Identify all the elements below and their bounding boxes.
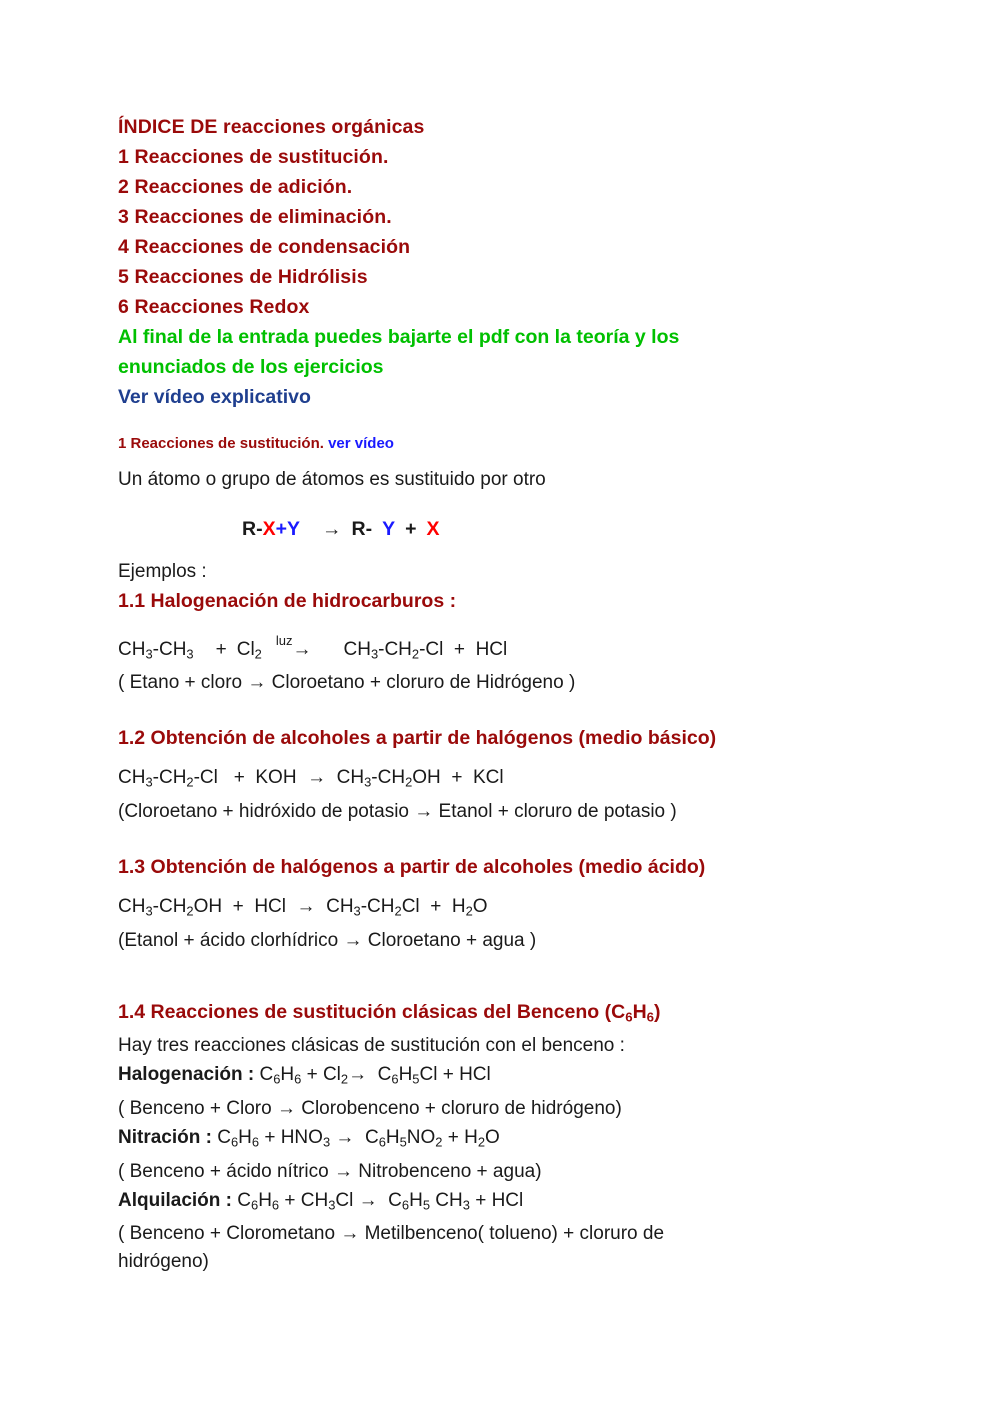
eq-x1: X — [262, 518, 276, 540]
pdf-note-line-2: enunciados de los ejercicios — [118, 356, 384, 378]
pdf-note-line-1: Al final de la entrada puedes bajarte el pdf con la teoría y los — [118, 326, 680, 348]
reaction-1-3-translation: (Etanol + ácido clorhídrico → Cloroetano + agua ) — [118, 929, 537, 951]
eq-r2: R- — [351, 518, 373, 540]
subsection-1-4-heading-prefix: 1.4 Reacciones de sustitución clásicas del Benceno (C — [118, 1000, 626, 1023]
reaction-nitracion-name: Nitración : — [118, 1126, 212, 1148]
index-item-2: 2 Reacciones de adición. — [118, 176, 353, 198]
index-title: ÍNDICE DE reacciones orgánicas — [118, 116, 425, 138]
index-item-1: 1 Reacciones de sustitución. — [118, 146, 389, 168]
reaction-halogenacion: Halogenación : $C_6H_6 + Cl_2\to C_6H_5Cl$ + HCl — [118, 1064, 491, 1087]
section-1-definition: Un átomo o grupo de átomos es sustituido por otro — [118, 469, 546, 490]
reaction-alquilacion: Alquilación : $C_6H_6 + CH_3Cl \to C_6H_5$ $CH_3$ + HCl — [118, 1189, 524, 1213]
index-item-3: 3 Reacciones de eliminación. — [118, 206, 392, 228]
subsection-1-3-heading: 1.3 Obtención de halógenos a partir de alcoholes (medio ácido) — [118, 855, 706, 878]
reaction-1-3-equation: $CH_3-CH_2OH$ + HCl → $CH_3-CH_2Cl + H_2O$ — [118, 895, 488, 919]
eq-plus2: + — [405, 518, 417, 540]
section-1-heading-text: 1 Reacciones de sustitución. — [118, 435, 324, 452]
eq-x2: X — [426, 518, 440, 540]
eq-y1: Y — [286, 518, 300, 540]
video-explainer-link[interactable]: Ver vídeo explicativo — [118, 386, 311, 408]
general-equation — [118, 514, 876, 544]
reaction-nitracion: Nitración : $C_6H_6 + HNO_3 \to C_6H_5NO_2 + H_2O$ — [118, 1126, 500, 1150]
subsection-1-1-heading: 1.1 Halogenación de hidrocarburos : — [118, 590, 457, 612]
reaction-nitracion-translation: ( Benceno + ácido nítrico → Nitrobenceno + agua) — [118, 1160, 542, 1182]
eq-r1: R- — [242, 518, 263, 540]
subsection-1-4-heading — [118, 997, 876, 1033]
reaction-halogenacion-translation: ( Benceno + Cloro → Clorobenceno + cloruro de hidrógeno) — [118, 1097, 622, 1119]
reaction-alquilacion-name: Alquilación : — [118, 1189, 232, 1211]
examples-label: Ejemplos : — [118, 561, 207, 582]
subsection-1-2-heading: 1.2 Obtención de alcoholes a partir de halógenos (medio básico) — [118, 727, 717, 750]
reaction-halogenacion-name: Halogenación : — [118, 1064, 255, 1086]
reaction-1-1-equation: $CH_3-CH_3 + Cl_2^{luz}\to CH_3-CH_2-Cl$ + HCl — [118, 633, 508, 662]
subsection-1-4-intro: Hay tres reacciones clásicas de sustitución con el benceno : — [118, 1035, 625, 1057]
eq-arrow: → — [322, 518, 342, 540]
subsection-1-4-heading-mid: H — [632, 1000, 647, 1023]
index-item-4: 4 Reacciones de condensación — [118, 236, 411, 258]
subsection-1-4-sub-6b: 6 — [646, 1009, 655, 1025]
reaction-1-2-translation: (Cloroetano + hidróxido de potasio → Etanol + cloruro de potasio ) — [118, 800, 677, 822]
subsection-1-4-sub-6a: 6 — [625, 1009, 633, 1025]
reaction-1-1-translation: ( Etano + cloro → Cloroetano + cloruro de Hidrógeno ) — [118, 672, 576, 694]
subsection-1-4-heading-suffix: ) — [654, 1000, 661, 1023]
eq-plus1: + — [275, 518, 287, 540]
eq-y2: Y — [382, 518, 396, 540]
section-1-video-link[interactable]: ver vídeo — [328, 435, 394, 452]
reaction-alquilacion-translation-line-1: ( Benceno + Clorometano → Metilbenceno( tolueno) + cloruro de — [118, 1223, 665, 1245]
index-item-6: 6 Reacciones Redox — [118, 296, 310, 318]
index-item-5: 5 Reacciones de Hidrólisis — [118, 266, 368, 288]
reaction-alquilacion-translation-line-2: hidrógeno) — [118, 1251, 209, 1273]
reaction-1-2-equation: $CH_3-CH_2-Cl$ + KOH → $CH_3-CH_2OH$ + KCl — [118, 767, 504, 790]
section-1-heading — [118, 432, 876, 456]
